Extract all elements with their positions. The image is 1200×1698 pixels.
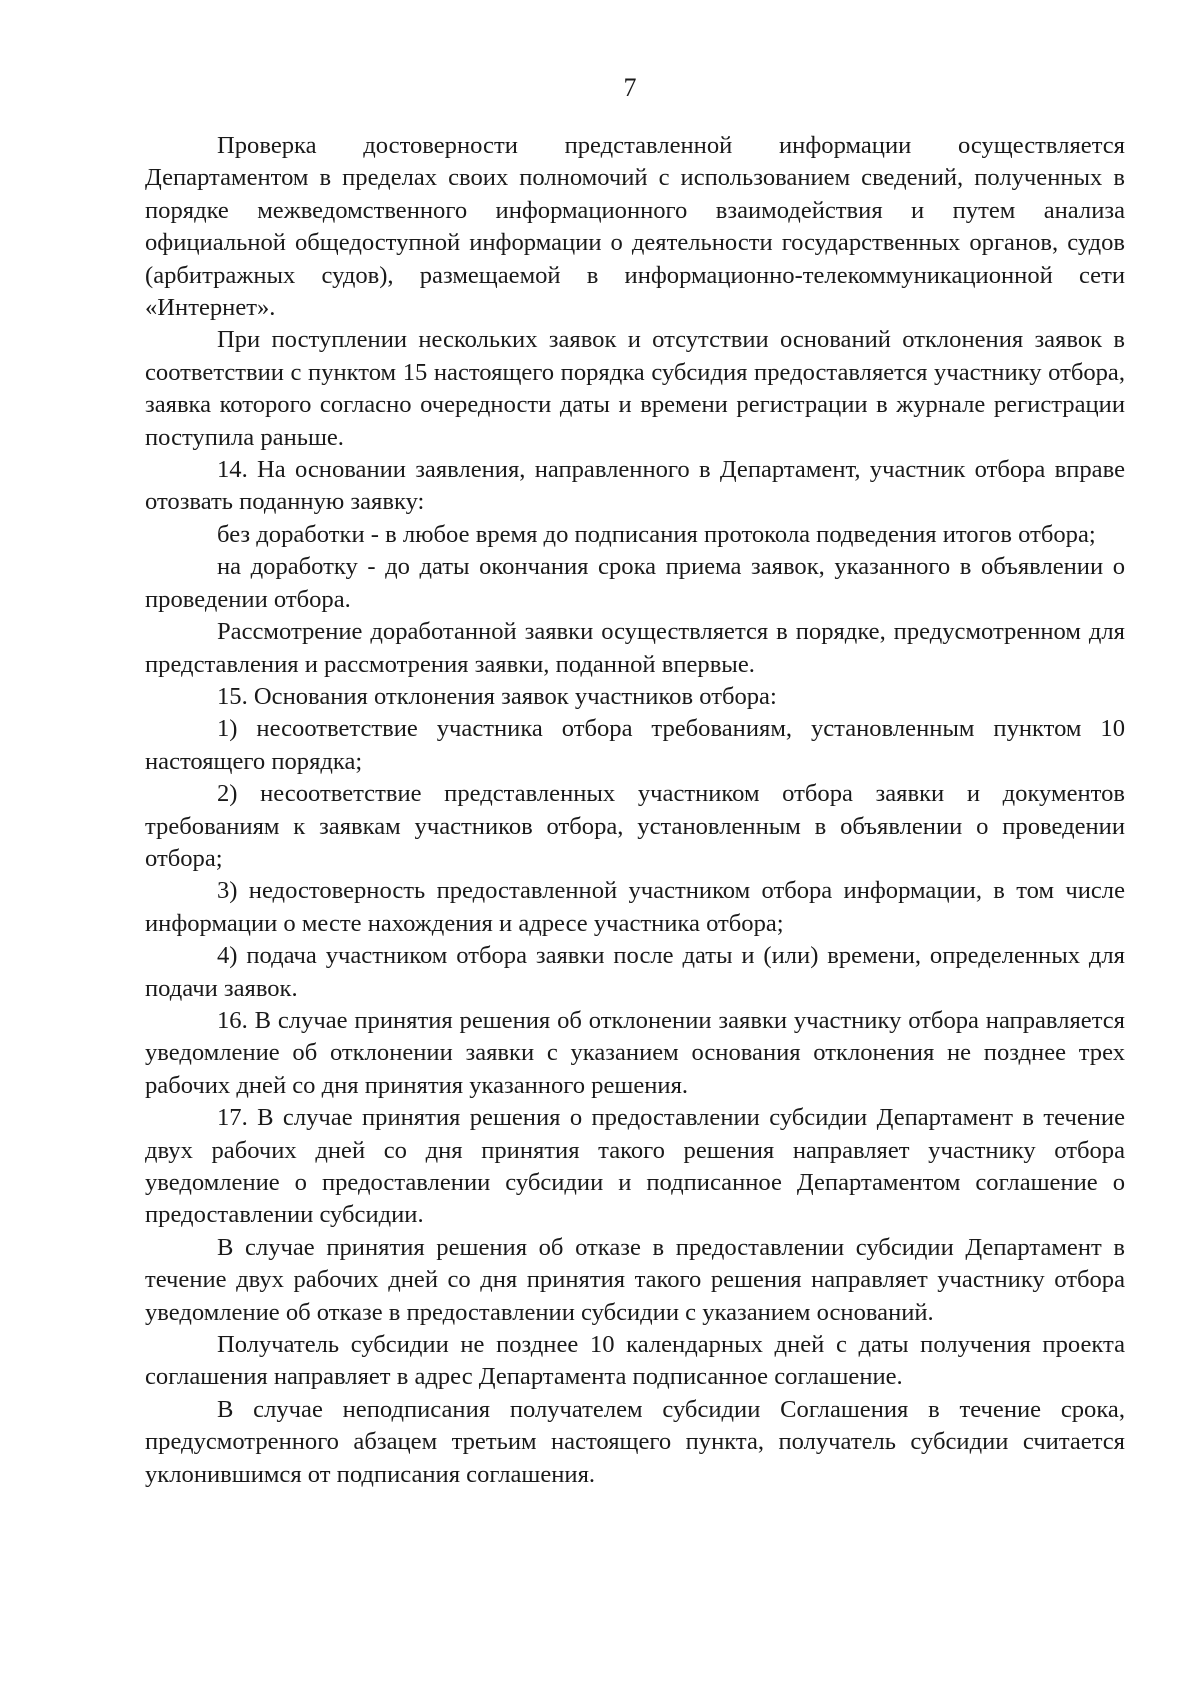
paragraph-item-17: 17. В случае принятия решения о предоставлении субсидии Департамент в течение двух рабочих дней со дня принятия такого решения направляет участнику отбора уведомление о предоставлении субсидии и подписанное Департаментом соглашение о предоставлении субсидии. xyxy=(145,1104,1125,1229)
paragraph-revised-review: Рассмотрение доработанной заявки осуществляется в порядке, предусмотренном для представления и рассмотрения заявки, поданной впервые. xyxy=(145,618,1125,678)
paragraph-ground-2: 2) несоответствие представленных участником отбора заявки и документов требованиям к заявкам участников отбора, установленным в объявлении о проведении отбора; xyxy=(145,780,1125,872)
paragraph-ground-1: 1) несоответствие участника отбора требованиям, установленным пунктом 10 настоящего порядка; xyxy=(145,715,1125,775)
document-body xyxy=(145,130,1125,1491)
paragraph-without-revision: без доработки - в любое время до подписания протокола подведения итогов отбора; xyxy=(217,520,1096,548)
paragraph-item-16: 16. В случае принятия решения об отклонении заявки участнику отбора направляется уведомление об отклонении заявки с указанием основания отклонения не позднее трех рабочих дней со дня принятия указанного решения. xyxy=(145,1006,1125,1099)
page-number: 7 xyxy=(623,73,637,102)
paragraph-ground-3: 3) недостоверность предоставленной участником отбора информации, в том числе информации о месте нахождения и адресе участника отбора; xyxy=(145,877,1125,937)
paragraph-recipient-signing: Получатель субсидии не позднее 10 календарных дней с даты получения проекта соглашения направляет в адрес Департамента подписанное соглашение. xyxy=(145,1331,1125,1391)
paragraph-multiple-applications: При поступлении нескольких заявок и отсутствии оснований отклонения заявок в соответствии с пунктом 15 настоящего порядка субсидия предоставляется участнику отбора, заявка которого согласно очередности даты и времени регистрации в журнале регистрации поступила раньше. xyxy=(145,326,1125,451)
paragraph-non-signing: В случае неподписания получателем субсидии Соглашения в течение срока, предусмотренного абзацем третьим настоящего пункта, получатель субсидии считается уклонившимся от подписания соглашения. xyxy=(145,1395,1125,1488)
paragraph-item-14: 14. На основании заявления, направленного в Департамент, участник отбора вправе отозвать поданную заявку: xyxy=(145,456,1125,516)
paragraph-verification: Проверка достоверности представленной информации осуществляется Департаментом в пределах своих полномочий с использованием сведений, полученных в порядке межведомственного информационного взаимодействия и путем анализа официальной общедоступной информации о деятельности государственных органов, судов (арбитражных судов), размещаемой в информационно-телекоммуникационной сети «Интернет». xyxy=(145,132,1125,322)
paragraph-refusal: В случае принятия решения об отказе в предоставлении субсидии Департамент в течение двух рабочих дней со дня принятия такого решения направляет участнику отбора уведомление об отказе в предоставлении субсидии с указанием оснований. xyxy=(145,1233,1125,1326)
paragraph-ground-4: 4) подача участником отбора заявки после даты и (или) времени, определенных для подачи заявок. xyxy=(145,942,1125,1002)
paragraph-item-15: 15. Основания отклонения заявок участников отбора: xyxy=(217,682,777,710)
paragraph-for-revision: на доработку - до даты окончания срока приема заявок, указанного в объявлении о проведении отбора. xyxy=(145,553,1125,613)
